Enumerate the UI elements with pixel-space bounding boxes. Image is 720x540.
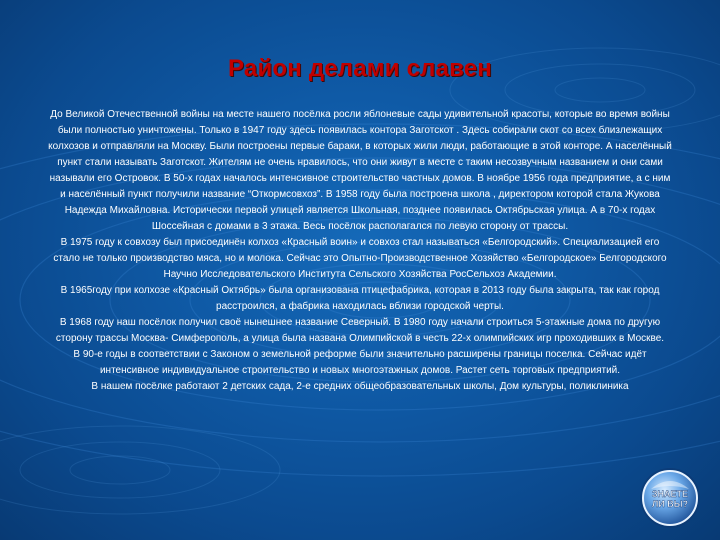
slide-title: Район делами славен [228,55,492,82]
slide-body-text [48,107,672,395]
paragraph-history-1947: До Великой Отечественной войны на месте нашего посёлка росли яблоневые сады удивительной красоты, которые во время войны были полностью уничтожены. Только в 1947 году здесь появилась контора Заготскот . Здесь собирали скот со всех близлежащих колхозов и отправляли на Москву. Были построены первые бараки, в которых жили люди, работающие в этой конторе. А населённый пункт стали называть Заготскот. Жителям не очень нравилось, что они живут в месте с таким несозвучным названием и они сами называли его Островок. В 50-х годах началось интенсивное строительство частных домов. В ноябре 1956 года предприятие, а с ним и населённый пункт получили название “Откормсовхоз”. В 1958 году была построена школа , директором которой стала Жукова Надежда Михайловна. Исторически первой улицей является Школьная, позднее появилась Октябрьская улица. А в 70-х годах Шоссейная с домами в 3 этажа. Весь посёлок располагался по левую сторону от трассы. [48,109,672,232]
did-you-know-badge-icon [637,465,703,531]
badge-line-1: ЗНАЕТЕ [651,489,689,499]
paragraph-1975-merger: В 1975 году к совхозу был присоединён колхоз «Красный воин» и совхоз стал называться «Белгородский». Специализацией его стало не только производство мяса, но и молока. Сейчас это Опытно-Производственное Хозяйство «Белгородское» Белгородского Научно Исследовательского Института Сельского Хозяйства РосСельхоз Академии. [53,237,667,280]
paragraph-1965-poultry-farm: В 1965году при колхозе «Красный Октябрь» была организована птицефабрика, которая в 2013 году была закрыта, так как город расстроился, а фабрика находилась вблизи городской черты. [60,285,660,312]
paragraph-90s-land-reform: В 90-е годы в соответствии с Законом о земельной реформе были значительно расширены границы поселка. Сейчас идёт интенсивное индивидуальное строительство и новых многоэтажных домов. Растет сеть торговых предприятий. [73,349,647,376]
paragraph-1968-renaming: В 1968 году наш посёлок получил своё нынешнее название Северный. В 1980 году начали строиться 5-этажные дома по другую сторону трассы Москва- Симферополь, а улица была названа Олимпийской в честь 22-х олимпийских игр проходивших в Москве. [55,317,665,344]
badge-line-2: ЛИ ВЫ? [651,499,689,509]
paragraph-present-facilities: В нашем посёлке работают 2 детских сада, 2-е средних общеобразовательных школы, Дом культуры, поликлиника [91,381,629,392]
